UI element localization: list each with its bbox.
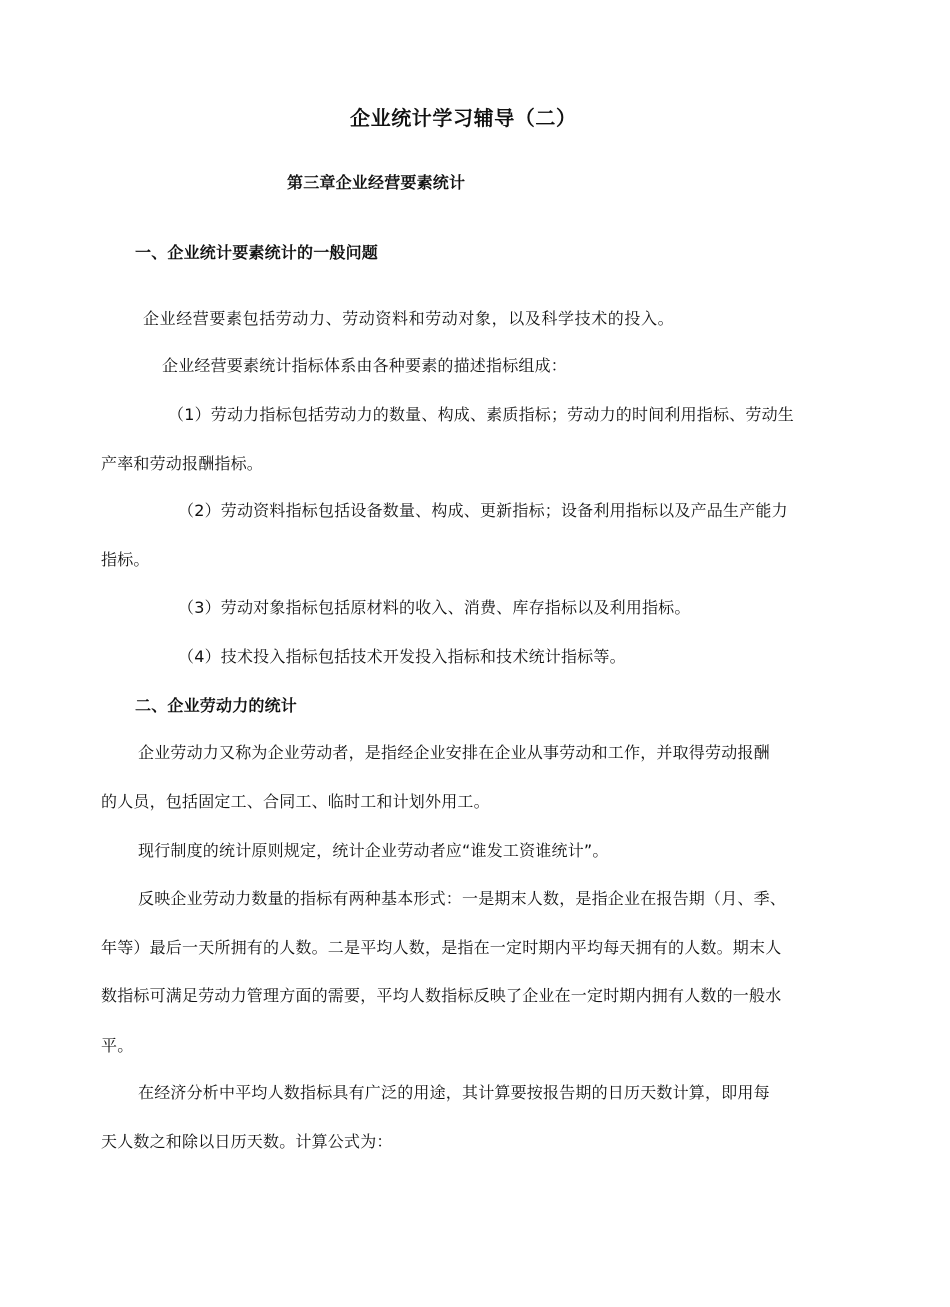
paragraph: 企业劳动力又称为企业劳动者，是指经企业安排在企业从事劳动和工作，并取得劳动报酬 bbox=[138, 743, 770, 762]
list-item: （4）技术投入指标包括技术开发投入指标和技术统计指标等。 bbox=[178, 647, 626, 666]
paragraph: 企业经营要素包括劳动力、劳动资料和劳动对象，以及科学技术的投入。 bbox=[143, 309, 675, 328]
document-title: 企业统计学习辅导（二） bbox=[350, 106, 577, 130]
paragraph-continuation: 天人数之和除以日历天数。计算公式为： bbox=[101, 1132, 393, 1151]
section-heading: 一、企业统计要素统计的一般问题 bbox=[135, 243, 379, 262]
paragraph: 现行制度的统计原则规定，统计企业劳动者应“谁发工资谁统计”。 bbox=[138, 841, 609, 860]
list-item: （3）劳动对象指标包括原材料的收入、消费、库存指标以及利用指标。 bbox=[178, 598, 691, 617]
section-heading: 二、企业劳动力的统计 bbox=[135, 696, 298, 715]
paragraph-continuation: 平。 bbox=[101, 1036, 134, 1055]
list-item: （1）劳动力指标包括劳动力的数量、构成、素质指标；劳动力的时间利用指标、劳动生 bbox=[168, 405, 794, 424]
paragraph: 反映企业劳动力数量的指标有两种基本形式：一是期末人数，是指企业在报告期（月、季、 bbox=[138, 889, 787, 908]
list-item-continuation: 指标。 bbox=[101, 550, 150, 569]
paragraph: 企业经营要素统计指标体系由各种要素的描述指标组成： bbox=[162, 356, 568, 375]
paragraph-continuation: 数指标可满足劳动力管理方面的需要，平均人数指标反映了企业在一定时期内拥有人数的一般水 bbox=[101, 986, 782, 1005]
paragraph-continuation: 年等）最后一天所拥有的人数。二是平均人数，是指在一定时期内平均每天拥有的人数。期末人 bbox=[101, 938, 782, 957]
chapter-heading: 第三章企业经营要素统计 bbox=[287, 173, 466, 192]
list-item-continuation: 产率和劳动报酬指标。 bbox=[101, 454, 264, 473]
list-item: （2）劳动资料指标包括设备数量、构成、更新指标；设备利用指标以及产品生产能力 bbox=[178, 501, 788, 520]
paragraph: 在经济分析中平均人数指标具有广泛的用途，其计算要按报告期的日历天数计算，即用每 bbox=[138, 1083, 770, 1102]
paragraph-continuation: 的人员，包括固定工、合同工、临时工和计划外用工。 bbox=[101, 792, 490, 811]
